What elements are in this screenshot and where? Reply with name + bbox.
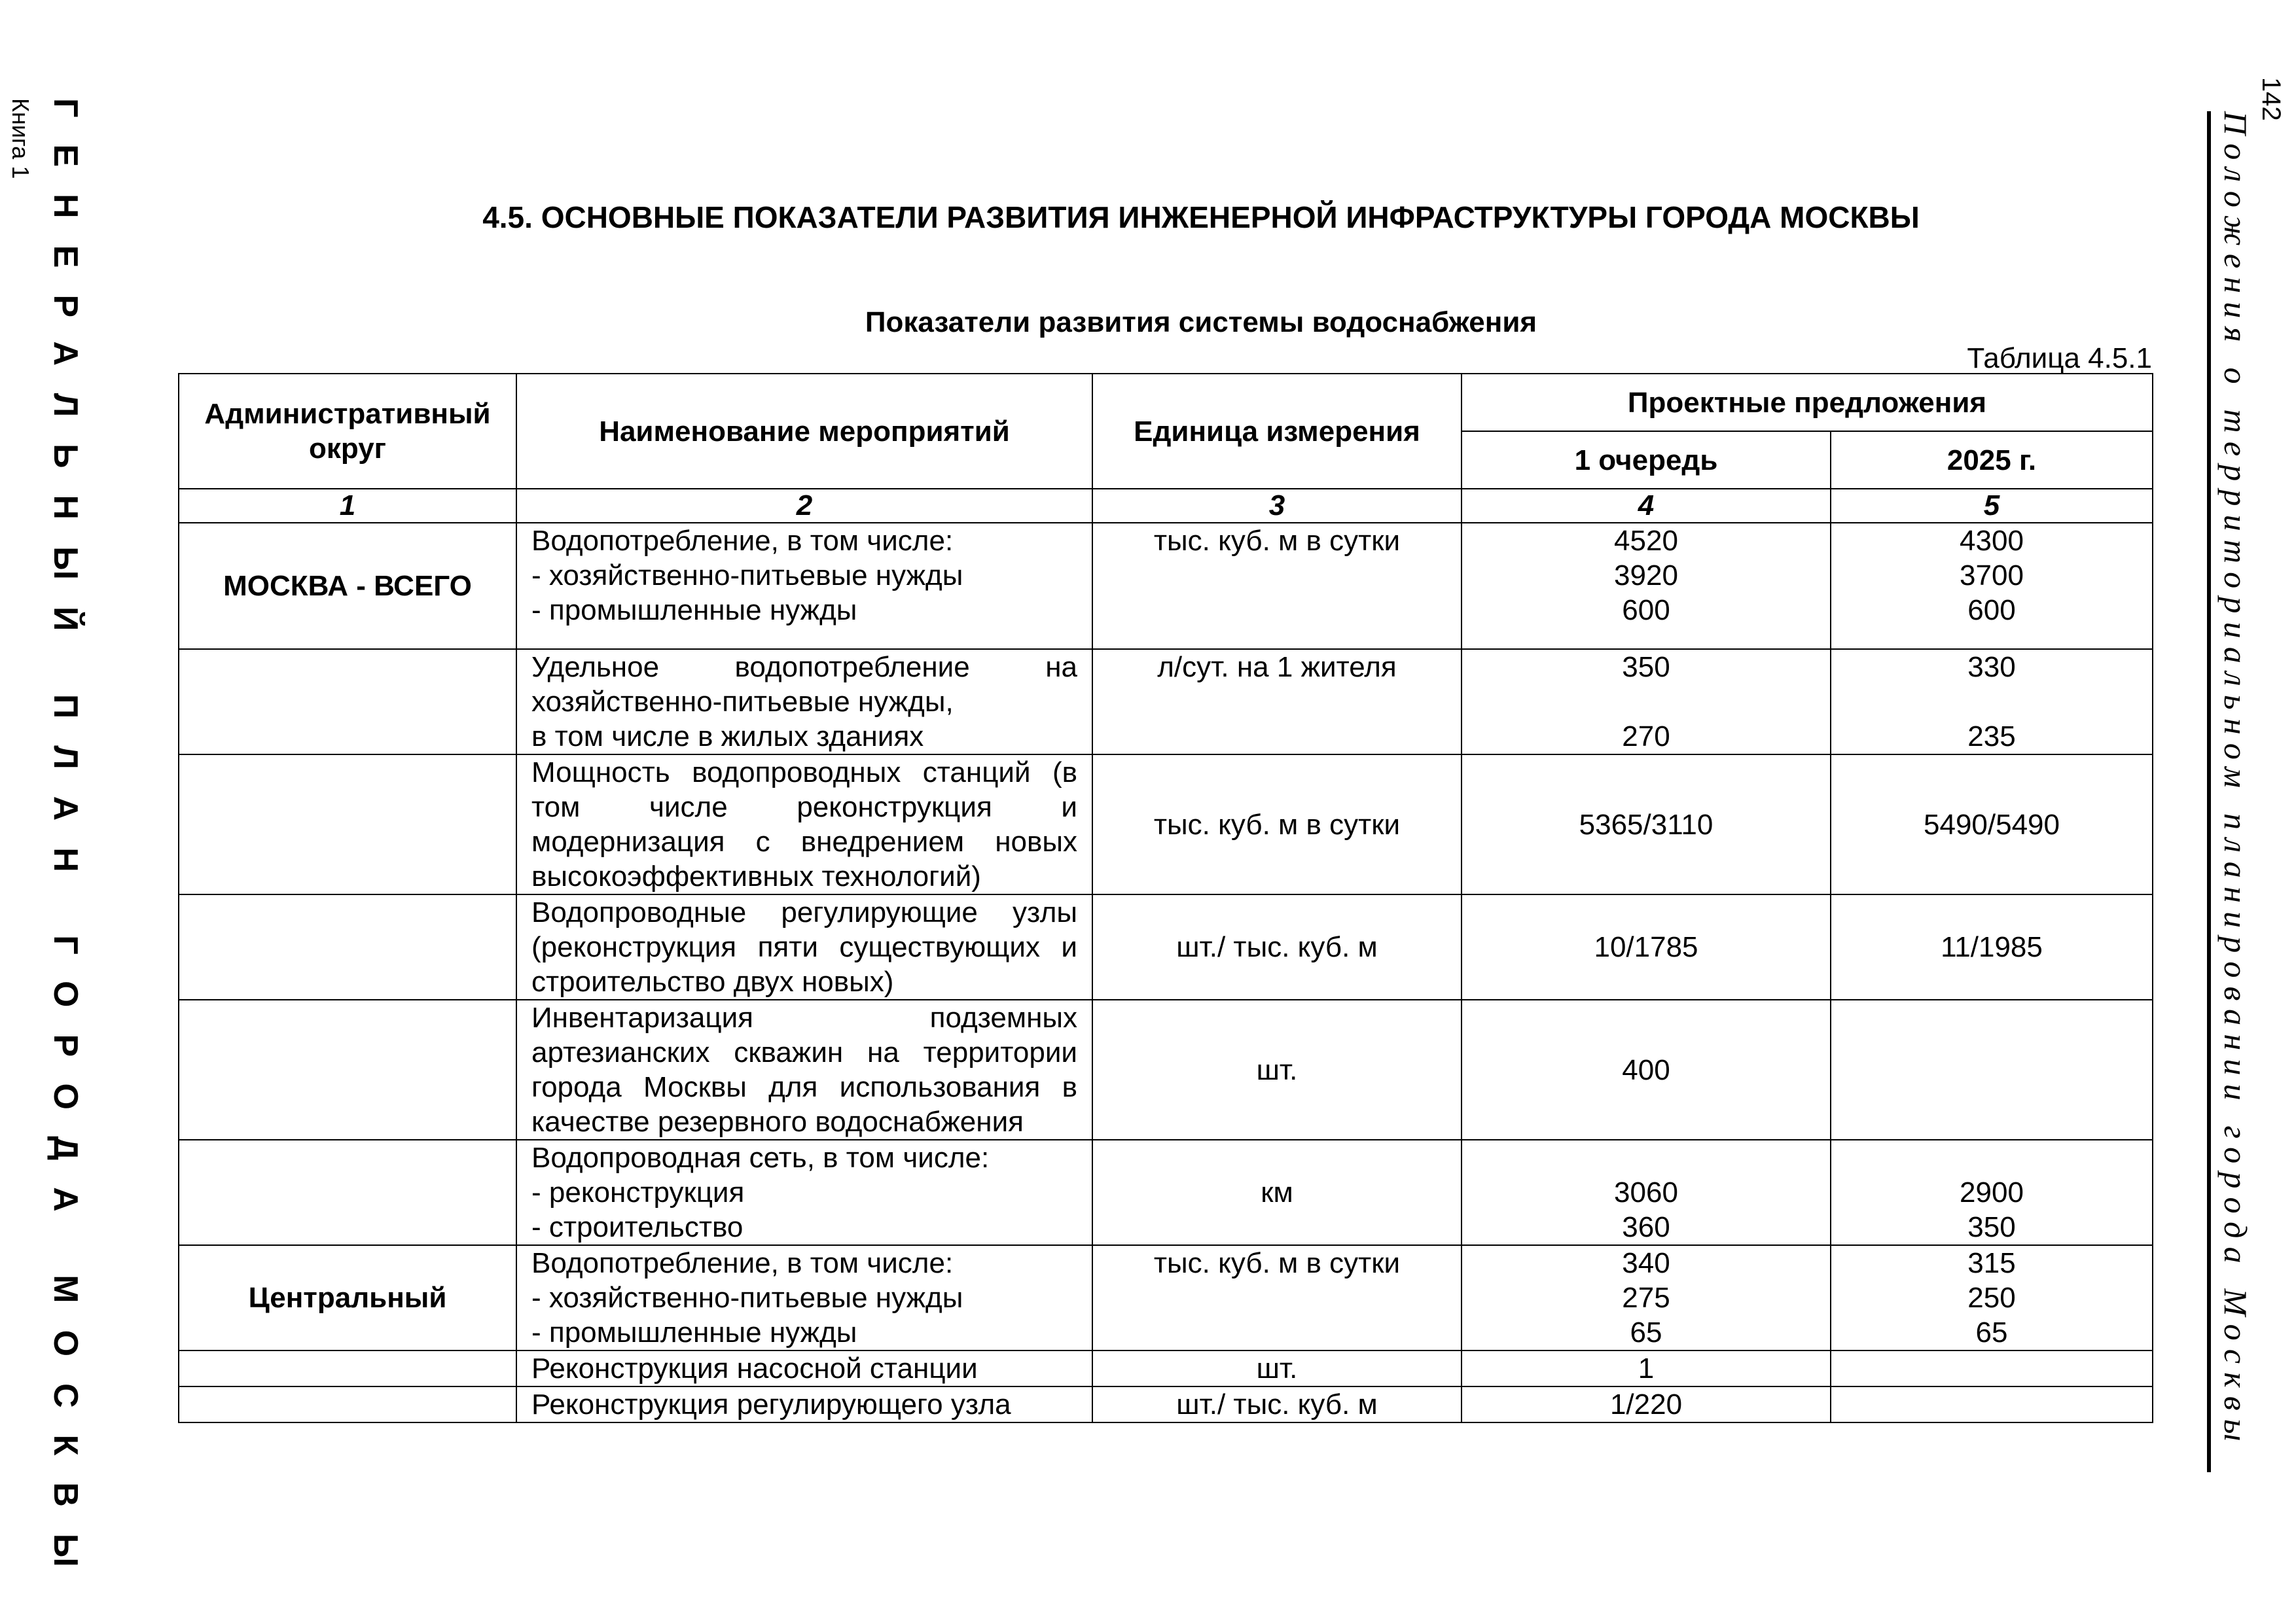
value — [1477, 684, 1816, 719]
value: 275 — [1622, 1282, 1670, 1314]
year2025-cell: 5490/5490 — [1831, 754, 2153, 894]
unit-cell: тыс. куб. м в сутки — [1092, 523, 1462, 649]
year2025-cell: 11/1985 — [1831, 894, 2153, 1000]
stage1-cell — [1462, 649, 1831, 754]
name-cell — [516, 1245, 1092, 1350]
header-unit: Единица измерения — [1092, 374, 1462, 489]
name-line: - хозяйственно-питьевые нужды — [531, 559, 963, 591]
name-cell: Мощность водопроводных станций (в том числе реконструкция и модернизация с внедрением новых высокоэффективных технологий) — [516, 754, 1092, 894]
value: 340 — [1622, 1247, 1670, 1279]
column-number-row — [179, 489, 2153, 523]
table-row — [179, 1350, 2153, 1386]
name-line: Водопотребление, в том числе: — [531, 1247, 954, 1279]
name-line: - промышленные нужды — [531, 594, 857, 626]
value: 3060 — [1614, 1176, 1678, 1209]
table-row — [179, 523, 2153, 649]
unit-cell: тыс. куб. м в сутки — [1092, 754, 1462, 894]
stage1-cell — [1462, 523, 1831, 649]
stage1-cell: 400 — [1462, 1000, 1831, 1140]
water-supply-table — [178, 373, 2153, 1423]
year2025-cell — [1831, 1245, 2153, 1350]
column-number: 5 — [1831, 489, 2153, 523]
side-book-label: Книга 1 — [7, 98, 34, 179]
value: 235 — [1967, 720, 2016, 752]
value: 4520 — [1614, 525, 1678, 557]
table-row — [179, 1245, 2153, 1350]
value: 350 — [1622, 651, 1670, 683]
name-line: в том числе в жилых зданиях — [531, 720, 924, 752]
column-number: 4 — [1462, 489, 1831, 523]
value: 600 — [1622, 594, 1670, 626]
stage1-cell: 1/220 — [1462, 1386, 1831, 1422]
name-cell: Реконструкция регулирующего узла — [516, 1386, 1092, 1422]
unit-cell: шт. — [1092, 1000, 1462, 1140]
value: 3700 — [1960, 559, 2024, 591]
header-proposals: Проектные предложения — [1462, 374, 2153, 431]
value: 600 — [1967, 594, 2016, 626]
value — [1846, 1140, 2138, 1175]
value — [1846, 684, 2138, 719]
unit-cell: л/сут. на 1 жителя — [1092, 649, 1462, 754]
unit-cell: шт. — [1092, 1350, 1462, 1386]
okrug-cell — [179, 1386, 516, 1422]
table-number: Таблица 4.5.1 — [1967, 342, 2152, 374]
name-line: - промышленные нужды — [531, 1316, 857, 1349]
table-row — [179, 754, 2153, 894]
okrug-cell — [179, 894, 516, 1000]
stage1-cell — [1462, 1140, 1831, 1245]
year2025-cell — [1831, 523, 2153, 649]
table-row — [179, 894, 2153, 1000]
year2025-cell — [1831, 1350, 2153, 1386]
okrug-cell — [179, 754, 516, 894]
side-title-provisions: Положения о территориальном планировании города Москвы — [2217, 111, 2254, 1450]
okrug-cell — [179, 1350, 516, 1386]
value: 350 — [1967, 1211, 2016, 1243]
column-number: 1 — [179, 489, 516, 523]
value: 330 — [1967, 651, 2016, 683]
side-title-general-plan: ГЕНЕРАЛЬНЫЙ ПЛАН ГОРОДА МОСКВЫ — [46, 98, 84, 1594]
okrug-cell — [179, 1000, 516, 1140]
name-line: Водопотребление, в том числе: — [531, 525, 954, 557]
value: 250 — [1967, 1282, 2016, 1314]
name-cell: Водопроводные регулирующие узлы (реконструкция пяти существующих и строительство двух новых) — [516, 894, 1092, 1000]
header-name: Наименование мероприятий — [516, 374, 1092, 489]
table-row — [179, 649, 2153, 754]
value: 4300 — [1960, 525, 2024, 557]
name-line: Удельное водопотребление на хозяйственно-питьевые нужды, — [531, 651, 1077, 718]
section-title: 4.5. ОСНОВНЫЕ ПОКАЗАТЕЛИ РАЗВИТИЯ ИНЖЕНЕРНОЙ ИНФРАСТРУКТУРЫ ГОРОДА МОСКВЫ — [482, 200, 1920, 234]
column-number: 2 — [516, 489, 1092, 523]
year2025-cell — [1831, 649, 2153, 754]
value: 270 — [1622, 720, 1670, 752]
name-cell — [516, 523, 1092, 649]
okrug-cell: Центральный — [179, 1245, 516, 1350]
header-okrug: Административный округ — [179, 374, 516, 489]
okrug-cell — [179, 649, 516, 754]
name-line: - хозяйственно-питьевые нужды — [531, 1282, 963, 1314]
stage1-cell: 5365/3110 — [1462, 754, 1831, 894]
header-2025: 2025 г. — [1831, 431, 2153, 489]
value: 315 — [1967, 1247, 2016, 1279]
value: 3920 — [1614, 559, 1678, 591]
column-number: 3 — [1092, 489, 1462, 523]
header-stage1: 1 очередь — [1462, 431, 1831, 489]
value: 360 — [1622, 1211, 1670, 1243]
value — [1477, 1140, 1816, 1175]
table-row — [179, 1140, 2153, 1245]
year2025-cell — [1831, 1386, 2153, 1422]
value: 65 — [1975, 1316, 2008, 1349]
okrug-cell: МОСКВА - ВСЕГО — [179, 523, 516, 649]
name-cell: Реконструкция насосной станции — [516, 1350, 1092, 1386]
unit-cell: шт./ тыс. куб. м — [1092, 1386, 1462, 1422]
unit-cell: тыс. куб. м в сутки — [1092, 1245, 1462, 1350]
year2025-cell — [1831, 1140, 2153, 1245]
name-cell — [516, 1140, 1092, 1245]
table-row — [179, 1386, 2153, 1422]
name-line: Водопроводная сеть, в том числе: — [531, 1142, 990, 1174]
unit-cell: шт./ тыс. куб. м — [1092, 894, 1462, 1000]
okrug-cell — [179, 1140, 516, 1245]
unit-cell: км — [1092, 1140, 1462, 1245]
name-cell: Инвентаризация подземных артезианских скважин на территории города Москвы для использования в качестве резервного водоснабжения — [516, 1000, 1092, 1140]
table-row — [179, 1000, 2153, 1140]
stage1-cell: 1 — [1462, 1350, 1831, 1386]
value: 2900 — [1960, 1176, 2024, 1209]
stage1-cell: 10/1785 — [1462, 894, 1831, 1000]
value: 65 — [1630, 1316, 1662, 1349]
name-line: - строительство — [531, 1211, 744, 1243]
name-cell — [516, 649, 1092, 754]
year2025-cell — [1831, 1000, 2153, 1140]
stage1-cell — [1462, 1245, 1831, 1350]
table-title: Показатели развития системы водоснабжения — [865, 306, 1537, 338]
name-line: - реконструкция — [531, 1176, 745, 1209]
page-number: 142 — [2257, 77, 2286, 121]
